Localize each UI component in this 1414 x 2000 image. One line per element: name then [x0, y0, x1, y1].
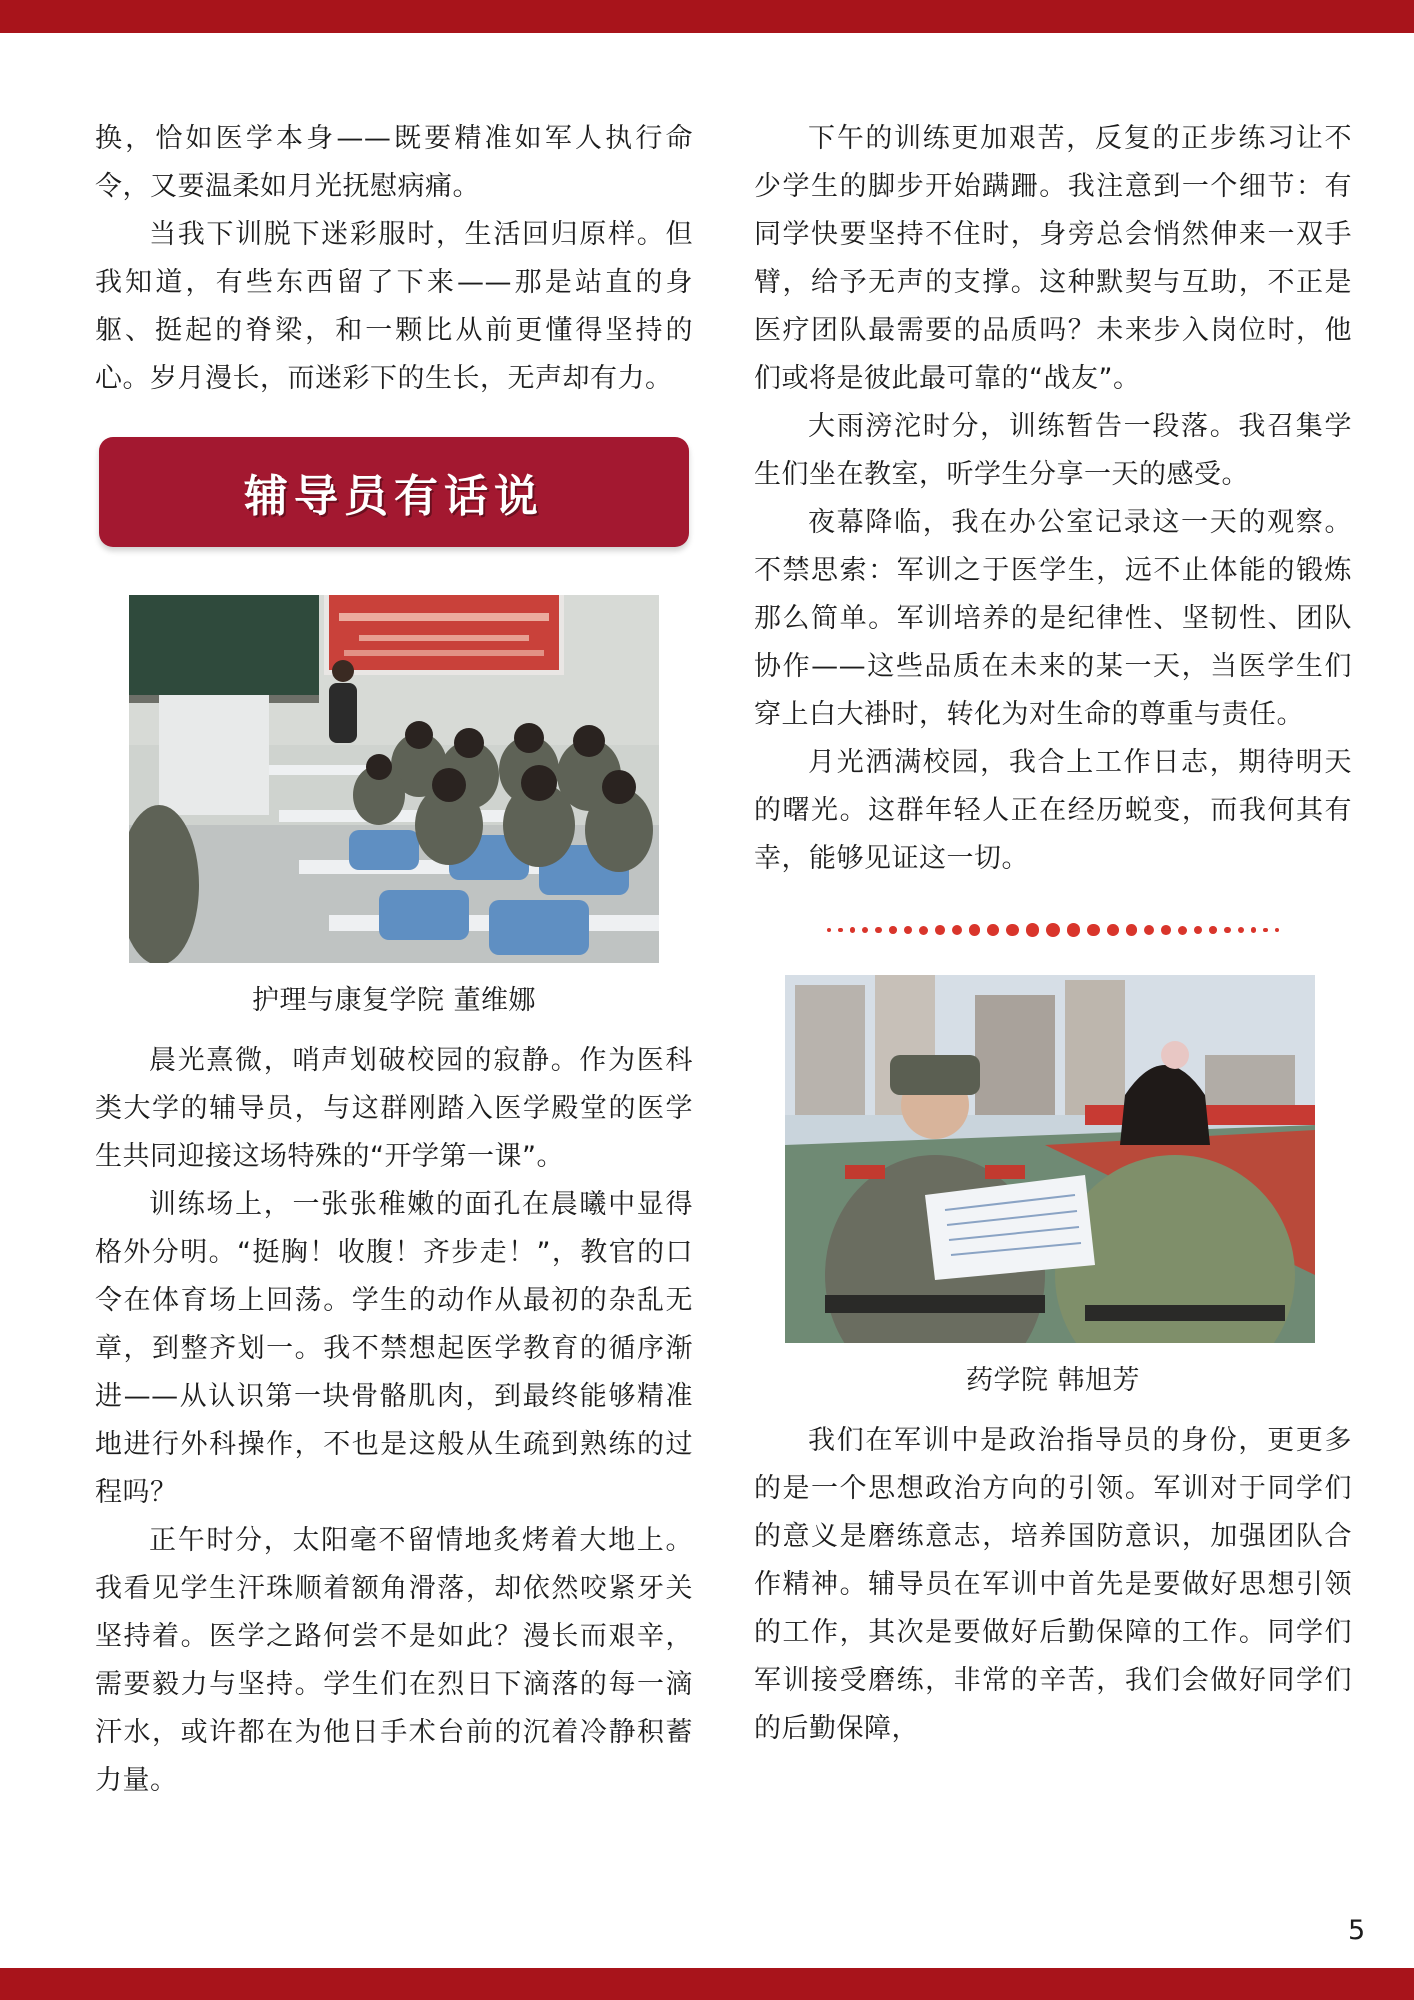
right-column — [754, 115, 1352, 1753]
divider-dot — [1275, 928, 1279, 932]
divider-dot — [1194, 926, 1202, 934]
divider-dot — [1087, 924, 1100, 937]
divider-dot — [838, 928, 843, 933]
classroom-photo — [129, 595, 659, 963]
divider-dot — [862, 927, 868, 933]
divider-dot — [919, 926, 928, 935]
divider-dot — [1263, 928, 1268, 933]
divider-dot — [969, 924, 980, 935]
divider-dot — [850, 927, 855, 932]
left-paragraph-1: 晨光熹微，哨声划破校园的寂静。作为医科类大学的辅导员，与这群刚踏入医学殿堂的医学生共同迎接这场特殊的“开学第一课”。 — [95, 1045, 693, 1172]
divider-dot — [1209, 926, 1217, 934]
divider-dot — [1126, 924, 1137, 935]
divider-dot — [1161, 925, 1171, 935]
right-paragraph-2: 大雨滂沱时分，训练暂告一段落。我召集学生们坐在教室，听学生分享一天的感受。 — [754, 411, 1352, 490]
divider-dot — [904, 926, 912, 934]
divider-dot — [1046, 923, 1060, 937]
right-paragraph-1: 下午的训练更加艰苦，反复的正步练习让不少学生的脚步开始蹒跚。我注意到一个细节：有同学快要坚持不住时，身旁总会悄然伸来一双手臂，给予无声的支撑。这种默契与互助，不正是医疗团队最需要的品质吗？未来步入岗位时，他们或将是彼此最可靠的“战友”。 — [754, 123, 1352, 394]
right-paragraph-3: 夜幕降临，我在办公室记录这一天的观察。不禁思索：军训之于医学生，远不止体能的锻炼那么简单。军训培养的是纪律性、坚韧性、团队协作——这些品质在未来的某一天，当医学生们穿上白大褂时，转化为对生命的尊重与责任。 — [754, 507, 1352, 730]
divider-dot — [952, 925, 962, 935]
photo2-caption: 药学院 韩旭芳 — [965, 1365, 1141, 1396]
divider-dot — [1107, 924, 1119, 936]
intro-paragraph-2: 当我下训脱下迷彩服时，生活回归原样。但我知道，有些东西留了下来——那是站直的身躯、挺起的脊梁，和一颗比从前更懂得坚持的心。岁月漫长，而迷彩下的生长，无声却有力。 — [95, 219, 693, 394]
divider-dot — [987, 924, 999, 936]
section-title: 辅导员有话说 — [244, 471, 544, 522]
track-photo — [785, 975, 1315, 1343]
left-paragraph-2: 训练场上，一张张稚嫩的面孔在晨曦中显得格外分明。“挺胸！收腹！齐步走！”，教官的口令在体育场上回荡。学生的动作从最初的杂乱无章，到整齐划一。我不禁想起医学教育的循序渐进——从认识第一块骨骼肌肉，到最终能够精准地进行外科操作，不也是这般从生疏到熟练的过程吗？ — [95, 1189, 693, 1508]
divider-dot — [1178, 926, 1187, 935]
dot-divider — [754, 915, 1352, 945]
divider-dot — [1144, 925, 1154, 935]
divider-dot — [935, 925, 945, 935]
intro-paragraph-1: 换，恰如医学本身——既要精准如军人执行命令，又要温柔如月光抚慰病痛。 — [95, 123, 693, 202]
divider-dot — [1006, 924, 1019, 937]
section-banner — [99, 437, 689, 547]
left-column — [95, 115, 693, 1805]
divider-dot — [875, 927, 882, 934]
divider-dot — [1067, 923, 1080, 936]
divider-dot — [1238, 927, 1244, 933]
photo1-caption: 护理与康复学院 董维娜 — [251, 985, 537, 1016]
left-paragraph-3: 正午时分，太阳毫不留情地炙烤着大地上。我看见学生汗珠顺着额角滑落，却依然咬紧牙关坚持着。医学之路何尝不是如此？漫长而艰辛，需要毅力与坚持。学生们在烈日下滴落的每一滴汗水，或许都在为他日手术台前的沉着冷静积蓄力量。 — [95, 1525, 693, 1796]
divider-dot — [1224, 927, 1231, 934]
bottom-border-bar — [0, 1968, 1414, 2000]
page-number: 5 — [1348, 1915, 1366, 1946]
divider-dot — [889, 926, 897, 934]
divider-dot — [827, 928, 831, 932]
divider-dot — [1251, 927, 1256, 932]
right-paragraph-4: 月光洒满校园，我合上工作日志，期待明天的曙光。这群年轻人正在经历蜕变，而我何其有幸，能够见证这一切。 — [754, 747, 1352, 874]
top-border-bar — [0, 0, 1414, 33]
divider-dot — [1026, 923, 1039, 936]
right-closing-paragraph: 我们在军训中是政治指导员的身份，更更多的是一个思想政治方向的引领。军训对于同学们的意义是磨练意志，培养国防意识，加强团队合作精神。辅导员在军训中首先是要做好思想引领的工作，其次是要做好后勤保障的工作。同学们军训接受磨练，非常的辛苦，我们会做好同学们的后勤保障， — [754, 1425, 1352, 1744]
